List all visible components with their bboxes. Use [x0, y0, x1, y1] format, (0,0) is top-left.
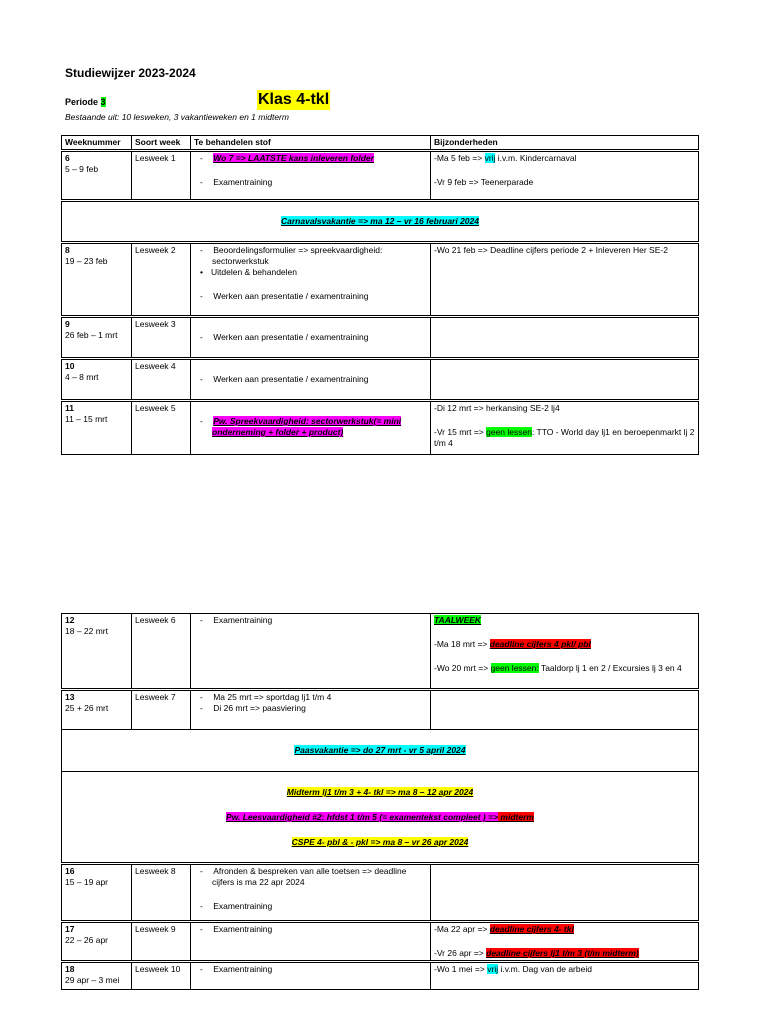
bijzonderheid: -Ma 22 apr => deadline cijfers 4- tkl [434, 924, 574, 934]
stof-item: - Pw. Spreekvaardigheid: sectorwerkstuk(= mini onderneming + folder + product) [194, 416, 427, 438]
header-row [62, 136, 699, 151]
bijzonderheid: -Wo 20 mrt => geen lessen: Taaldorp lj 1 en 2 / Excursies lj 3 en 4 [434, 663, 682, 673]
bijzonderheid: -Vr 15 mrt => geen lessen: TTO - World day lj1 en beroepenmarkt lj 2 t/m 4 [434, 427, 695, 448]
bijzonderheid: -Vr 9 feb => Teenerparade [434, 177, 534, 187]
bijzonderheid: -Ma 5 feb => vrij i.v.m. Kindercarnaval [434, 153, 577, 163]
stof-item: • Uitdelen & behandelen [194, 267, 427, 278]
table-row-week-10: 10 4 – 8 mrt Lesweek 4 - Werken aan presentatie / examentraining [62, 359, 699, 401]
bestaande-uit: Bestaande uit: 10 lesweken, 3 vakantieweken en 1 midterm [65, 112, 289, 122]
stof-item: - Examentraining [194, 615, 427, 626]
table-row-week-16: 16 15 – 19 apr Lesweek 8 - Afronden & bespreken van alle toetsen => deadline cijfers is ma 22 apr 2024 - Examentraining [62, 864, 699, 922]
week-number: 6 [65, 153, 70, 163]
pw-leesvaardigheid: Pw. Leesvaardigheid #2: hfdst 1 t/m 5 (= examentekst compleet ) => midterm [226, 812, 534, 822]
taalweek-badge: TAALWEEK [434, 615, 482, 625]
table-row-midterm [62, 772, 699, 864]
table-row-carnaval [62, 201, 699, 243]
periode-number: 3 [100, 97, 106, 107]
soort-week: Lesweek 1 [132, 151, 191, 201]
stof-item: - Wo 7 => LAATSTE kans inleveren folder [194, 153, 427, 164]
table-row-week-17: 17 22 – 26 apr Lesweek 9 - Examentraining -Ma 22 apr => deadline cijfers 4- tkl -Vr 26 apr => deadline cijfers lj1 t/m 3 (t/m midterm) [62, 922, 699, 962]
table-row-week-6 [62, 151, 699, 201]
bijzonderheid: -Vr 26 apr => deadline cijfers lj1 t/m 3 (t/m midterm) [434, 948, 639, 958]
table-row-week-9: 9 26 feb – 1 mrt Lesweek 3 - Werken aan presentatie / examentraining [62, 317, 699, 359]
bijzonderheid: -Ma 18 mrt => deadline cijfers 4 pkl/ pbl [434, 639, 591, 649]
cspe-banner: CSPE 4- pbl & - pkl => ma 8 – vr 26 apr 2024 [291, 837, 469, 847]
table-row-week-8: 8 19 – 23 feb Lesweek 2 - Beoordelingsformulier => spreekvaardigheid: sectorwerkstuk • Uitdelen & behandelen - Werken aan presentatie / examentraining -Wo 21 feb => Deadline cijfers periode 2 + Inleveren Her SE-2 [62, 243, 699, 317]
header-stof: Te behandelen stof [191, 136, 431, 151]
carnaval-banner: Carnavalsvakantie => ma 12 – vr 16 februari 2024 [281, 216, 479, 226]
stof-item: - Examentraining [194, 177, 427, 188]
header-bijzonderheden: Bijzonderheden [431, 136, 699, 151]
table-row-week-13: 13 25 + 26 mrt Lesweek 7 - Ma 25 mrt => sportdag lj1 t/m 4 - Di 26 mrt => paasviering [62, 690, 699, 730]
table-row-week-12: 12 18 – 22 mrt Lesweek 6 - Examentraining TAALWEEK -Ma 18 mrt => deadline cijfers 4 pkl/ pbl -Wo 20 mrt => geen lessen: Taaldorp lj 1 en 2 / Excursies lj 3 en 4 [62, 614, 699, 690]
bijzonderheid: -Wo 1 mei => vrij i.v.m. Dag van de arbeid [434, 964, 592, 974]
stof-item: - Afronden & bespreken van alle toetsen => deadline cijfers is ma 22 apr 2024 [194, 866, 427, 888]
document-title: Studiewijzer 2023-2024 [65, 66, 196, 80]
schedule-table-1 [61, 135, 699, 455]
periode-label [65, 97, 106, 107]
stof-item: - Werken aan presentatie / examentraining [194, 374, 427, 385]
table-row-week-11: 11 11 – 15 mrt Lesweek 5 - Pw. Spreekvaardigheid: sectorwerkstuk(= mini onderneming + folder + product) -Di 12 mrt => herkansing SE-2 lj4 -Vr 15 mrt => geen lessen: TTO - World day lj1 en beroepenmarkt lj 2 t/m 4 [62, 401, 699, 455]
klas-title: Klas 4-tkl [258, 91, 330, 108]
bijzonderheid: -Wo 21 feb => Deadline cijfers periode 2 + Inleveren Her SE-2 [431, 243, 699, 317]
midterm-banner: Midterm lj1 t/m 3 + 4- tkl => ma 8 – 12 apr 2024 [286, 787, 474, 797]
stof-item: - Di 26 mrt => paasviering [194, 703, 427, 714]
stof-item: - Examentraining [194, 901, 427, 912]
paas-banner: Paasvakantie => do 27 mrt - vr 5 april 2024 [294, 745, 466, 755]
stof-item: - Ma 25 mrt => sportdag lj1 t/m 4 [194, 692, 427, 703]
week-dates: 5 – 9 feb [65, 164, 99, 174]
table-row-week-18: 18 29 apr – 3 mei Lesweek 10 - Examentraining -Wo 1 mei => vrij i.v.m. Dag van de arbeid [62, 962, 699, 990]
stof-item: - Examentraining [194, 924, 427, 935]
table-row-paasvakantie [62, 730, 699, 772]
schedule-table-2 [61, 613, 699, 990]
header-weeknummer: Weeknummer [62, 136, 132, 151]
stof-item: - Werken aan presentatie / examentraining [194, 291, 427, 302]
periode-text: Periode [65, 97, 99, 107]
stof-item: - Werken aan presentatie / examentraining [194, 332, 427, 343]
stof-item: - Beoordelingsformulier => spreekvaardigheid: sectorwerkstuk [194, 245, 427, 267]
header-soort-week: Soort week [132, 136, 191, 151]
bijzonderheid: -Di 12 mrt => herkansing SE-2 lj4 [434, 403, 560, 413]
stof-item: - Examentraining [194, 964, 427, 975]
